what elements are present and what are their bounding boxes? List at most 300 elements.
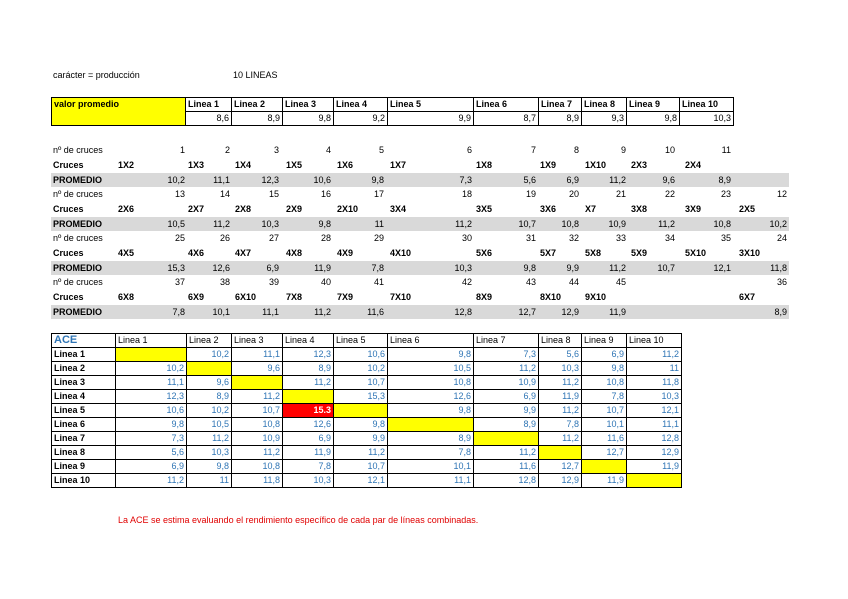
ace-cell: 10,6 [334, 348, 388, 362]
cross-combination: 1X10 [585, 160, 607, 170]
cross-row-label: nº de cruces [53, 277, 103, 287]
cross-combination: 2X3 [631, 160, 648, 170]
ace-row-label: Linea 10 [52, 474, 116, 488]
cross-number: 19 [525, 189, 536, 199]
ace-row-label: Linea 3 [52, 376, 116, 390]
ace-cell: 10,8 [232, 460, 283, 474]
cross-average: 11 [374, 219, 384, 229]
ace-col-header: Linea 8 [539, 334, 582, 348]
ace-cell: 11,1 [627, 418, 682, 432]
ace-cell: 9,8 [334, 418, 388, 432]
ace-cell: 6,9 [582, 348, 627, 362]
cross-combination: 7X8 [286, 292, 303, 302]
cross-combination: 8X10 [540, 292, 562, 302]
ace-cell: 6,9 [474, 390, 539, 404]
cross-number: 34 [664, 233, 675, 243]
cross-row-number [0, 187, 848, 201]
cross-combination: 3X9 [685, 204, 702, 214]
ace-cell: 11,2 [627, 348, 682, 362]
cross-number: 40 [320, 277, 331, 287]
ace-cell: 9,9 [474, 404, 539, 418]
ace-cell: 11,8 [627, 376, 682, 390]
cross-number: 26 [219, 233, 230, 243]
cross-row-average [51, 217, 789, 231]
ace-cell: 11,2 [187, 432, 232, 446]
cross-number: 30 [461, 233, 472, 243]
cross-combination: 1X3 [188, 160, 205, 170]
cross-number: 9 [620, 145, 626, 155]
ace-cell: 10,3 [187, 446, 232, 460]
ace-cell: 9,8 [582, 362, 627, 376]
ace-cell: 8,9 [187, 390, 232, 404]
ace-row-label: Linea 4 [52, 390, 116, 404]
cross-number: 6 [466, 145, 472, 155]
cross-number: 25 [174, 233, 185, 243]
cross-average: 9,6 [662, 175, 675, 185]
ace-col-header: Linea 2 [187, 334, 232, 348]
cross-number: 12 [776, 189, 787, 199]
cross-average: 7,8 [371, 263, 384, 273]
avg-value: 10,3 [680, 112, 734, 126]
ace-cell: 11,6 [474, 460, 539, 474]
cross-combination: 4X6 [188, 248, 205, 258]
cross-row-label: nº de cruces [53, 233, 103, 243]
ace-cell: 8,9 [283, 362, 334, 376]
cross-number: 31 [525, 233, 536, 243]
cross-average: 12,3 [261, 175, 279, 185]
cross-combination: 7X9 [337, 292, 354, 302]
cross-row-average [51, 261, 789, 275]
ace-cell: 12,1 [627, 404, 682, 418]
cross-combination: 1X6 [337, 160, 354, 170]
cross-row-label: Cruces [53, 204, 84, 214]
lines-count-label: 10 LINEAS [233, 70, 278, 80]
ace-cell: 12,7 [539, 460, 582, 474]
ace-cell: 11,2 [334, 446, 388, 460]
cross-average: 11,2 [609, 263, 626, 273]
ace-cell: 9,8 [388, 404, 474, 418]
ace-col-header: Linea 10 [627, 334, 682, 348]
cross-number: 17 [373, 189, 384, 199]
cross-row-label: PROMEDIO [53, 307, 103, 317]
cross-average: 11,1 [262, 307, 279, 317]
cross-average: 15,3 [167, 263, 185, 273]
cross-average: 10,1 [212, 307, 230, 317]
cross-number: 43 [525, 277, 536, 287]
ace-cell: 11,1 [388, 474, 474, 488]
ace-cell: 9,9 [334, 432, 388, 446]
cross-average: 8,9 [718, 175, 731, 185]
ace-cell: 11,2 [539, 376, 582, 390]
cross-average: 10,2 [769, 219, 787, 229]
ace-cell: 7,3 [116, 432, 187, 446]
ace-col-header: Linea 9 [582, 334, 627, 348]
avg-col-header: Linea 1 [186, 98, 232, 112]
cross-row-label: PROMEDIO [53, 263, 103, 273]
cross-row-combination [0, 158, 848, 172]
ace-cell: 11,2 [539, 432, 582, 446]
cross-average: 11,2 [658, 219, 675, 229]
cross-average: 10,9 [608, 219, 626, 229]
cross-combination: 5X8 [585, 248, 602, 258]
ace-cell: 5,6 [116, 446, 187, 460]
cross-number: 7 [530, 145, 536, 155]
cross-row-combination [0, 290, 848, 304]
cross-number: 38 [219, 277, 230, 287]
cross-average: 9,8 [371, 175, 384, 185]
ace-cell: 12,6 [283, 418, 334, 432]
cross-average: 10,3 [454, 263, 472, 273]
cross-average: 6,9 [266, 263, 279, 273]
avg-col-header: Linea 7 [539, 98, 582, 112]
ace-diagonal-cell [187, 362, 232, 376]
cross-average: 9,8 [523, 263, 536, 273]
ace-row [52, 404, 682, 418]
ace-cell: 10,8 [388, 376, 474, 390]
cross-average: 11,2 [609, 175, 626, 185]
cross-average: 11,1 [213, 175, 230, 185]
cross-row-number [0, 143, 848, 157]
cross-combination: 4X9 [337, 248, 354, 258]
ace-cell: 15,3 [334, 390, 388, 404]
cross-row-label: Cruces [53, 248, 84, 258]
ace-cell: 10,9 [232, 432, 283, 446]
average-values-table [51, 97, 734, 126]
ace-row [52, 460, 682, 474]
ace-row-label: Linea 9 [52, 460, 116, 474]
cross-number: 32 [568, 233, 579, 243]
cross-average: 10,3 [261, 219, 279, 229]
avg-value: 9,8 [627, 112, 680, 126]
ace-cell: 11,2 [539, 404, 582, 418]
ace-row [52, 418, 682, 432]
cross-combination: 1X8 [476, 160, 493, 170]
cross-combination: 5X9 [631, 248, 648, 258]
cross-combination: 2X9 [286, 204, 303, 214]
cross-number: 33 [615, 233, 626, 243]
ace-cell: 9,8 [116, 418, 187, 432]
ace-cell: 9,6 [232, 362, 283, 376]
ace-diagonal-cell [283, 390, 334, 404]
cross-number: 28 [320, 233, 331, 243]
cross-number: 11 [721, 145, 731, 155]
ace-cell: 10,8 [582, 376, 627, 390]
ace-cell: 11 [187, 474, 232, 488]
cross-number: 27 [268, 233, 279, 243]
ace-cell: 11,9 [283, 446, 334, 460]
ace-cell: 11,2 [116, 474, 187, 488]
cross-row-label: PROMEDIO [53, 219, 103, 229]
cross-average: 9,8 [318, 219, 331, 229]
avg-value: 8,7 [474, 112, 539, 126]
avg-col-header: Linea 9 [627, 98, 680, 112]
cross-average: 10,8 [561, 219, 579, 229]
ace-diagonal-cell [388, 418, 474, 432]
cross-number: 21 [615, 189, 626, 199]
ace-table [51, 333, 682, 488]
avg-value: 9,2 [334, 112, 388, 126]
cross-average: 12,1 [713, 263, 731, 273]
ace-cell: 11 [627, 362, 682, 376]
ace-cell: 11,9 [539, 390, 582, 404]
ace-cell: 11,2 [232, 390, 283, 404]
ace-cell: 9,6 [187, 376, 232, 390]
ace-diagonal-cell [539, 446, 582, 460]
ace-row [52, 432, 682, 446]
cross-number: 35 [720, 233, 731, 243]
ace-cell: 10,2 [187, 404, 232, 418]
cross-combination: 2X5 [739, 204, 756, 214]
ace-cell: 12,9 [539, 474, 582, 488]
ace-cell: 7,8 [582, 390, 627, 404]
cross-combination: 3X5 [476, 204, 493, 214]
ace-cell: 6,9 [116, 460, 187, 474]
ace-note: La ACE se estima evaluando el rendimiento específico de cada par de líneas combinadas. [118, 515, 479, 525]
ace-cell: 9,8 [187, 460, 232, 474]
ace-cell: 10,3 [283, 474, 334, 488]
ace-cell: 9,8 [388, 348, 474, 362]
cross-number: 37 [174, 277, 185, 287]
ace-cell: 12,7 [582, 446, 627, 460]
ace-row [52, 474, 682, 488]
ace-cell: 11,2 [474, 446, 539, 460]
cross-average: 10,7 [657, 263, 675, 273]
cross-average: 10,8 [713, 219, 731, 229]
avg-value: 8,9 [232, 112, 283, 126]
cross-average: 10,6 [313, 175, 331, 185]
ace-diagonal-cell [232, 376, 283, 390]
cross-combination: 3X4 [390, 204, 407, 214]
ace-row-label: Linea 8 [52, 446, 116, 460]
cross-number: 5 [378, 145, 384, 155]
ace-cell: 10,3 [627, 390, 682, 404]
ace-cell: 11,1 [232, 348, 283, 362]
cross-row-label: nº de cruces [53, 145, 103, 155]
ace-col-header: Linea 1 [116, 334, 187, 348]
cross-number: 4 [325, 145, 331, 155]
ace-title: ACE [52, 334, 116, 348]
ace-cell: 12,1 [334, 474, 388, 488]
ace-row-label: Linea 6 [52, 418, 116, 432]
cross-average: 12,6 [212, 263, 230, 273]
average-label: valor promedio [52, 98, 186, 126]
ace-cell: 11,9 [582, 474, 627, 488]
cross-combination: 5X6 [476, 248, 493, 258]
cross-combination: 4X7 [235, 248, 252, 258]
ace-cell: 12,9 [627, 446, 682, 460]
cross-number: 29 [373, 233, 384, 243]
ace-cell: 10,7 [582, 404, 627, 418]
avg-value: 9,9 [388, 112, 474, 126]
cross-combination: 7X10 [390, 292, 412, 302]
avg-col-header: Linea 2 [232, 98, 283, 112]
character-label: carácter = producción [53, 70, 140, 80]
ace-row [52, 362, 682, 376]
cross-number: 8 [573, 145, 579, 155]
cross-average: 11,9 [314, 263, 331, 273]
ace-cell: 12,6 [388, 390, 474, 404]
avg-value: 8,9 [539, 112, 582, 126]
cross-number: 45 [615, 277, 626, 287]
cross-combination: 6X10 [235, 292, 257, 302]
cross-number: 14 [219, 189, 230, 199]
ace-cell: 10,7 [334, 376, 388, 390]
cross-combination: 2X8 [235, 204, 252, 214]
ace-col-header: Linea 5 [334, 334, 388, 348]
cross-combination: 6X7 [739, 292, 756, 302]
cross-row-number [0, 231, 848, 245]
cross-average: 7,8 [172, 307, 185, 317]
avg-col-header: Linea 4 [334, 98, 388, 112]
cross-row-label: nº de cruces [53, 189, 103, 199]
cross-combination: 6X8 [118, 292, 135, 302]
ace-cell: 12,3 [283, 348, 334, 362]
ace-cell: 7,8 [539, 418, 582, 432]
cross-average: 12,7 [518, 307, 536, 317]
cross-row-number [0, 275, 848, 289]
ace-cell: 7,3 [474, 348, 539, 362]
avg-col-header: Linea 6 [474, 98, 539, 112]
avg-col-header: Linea 8 [582, 98, 627, 112]
ace-cell: 10,9 [474, 376, 539, 390]
ace-cell: 10,7 [232, 404, 283, 418]
ace-cell: 10,2 [334, 362, 388, 376]
ace-cell: 10,6 [116, 404, 187, 418]
cross-average: 11,2 [213, 219, 230, 229]
ace-col-header: Linea 4 [283, 334, 334, 348]
ace-cell: 11,2 [474, 362, 539, 376]
ace-cell: 11,6 [582, 432, 627, 446]
ace-row-label: Linea 2 [52, 362, 116, 376]
ace-diagonal-cell [627, 474, 682, 488]
cross-combination: 3X10 [739, 248, 761, 258]
ace-cell: 12,3 [116, 390, 187, 404]
cross-row-label: Cruces [53, 160, 84, 170]
cross-average: 6,9 [566, 175, 579, 185]
ace-cell: 10,2 [187, 348, 232, 362]
cross-number: 18 [461, 189, 472, 199]
avg-value: 8,6 [186, 112, 232, 126]
ace-diagonal-cell [474, 432, 539, 446]
ace-cell: 10,5 [388, 362, 474, 376]
ace-cell: 10,1 [582, 418, 627, 432]
cross-combination: 2X10 [337, 204, 359, 214]
ace-cell: 15.3 [283, 404, 334, 418]
cross-combination: 1X9 [540, 160, 557, 170]
ace-row-label: Linea 5 [52, 404, 116, 418]
cross-average: 11,8 [770, 263, 787, 273]
cross-combination: 9X10 [585, 292, 607, 302]
ace-row-label: Linea 1 [52, 348, 116, 362]
cross-average: 8,9 [774, 307, 787, 317]
cross-number: 41 [373, 277, 384, 287]
cross-number: 15 [268, 189, 279, 199]
cross-combination: 1X4 [235, 160, 252, 170]
cross-number: 10 [664, 145, 675, 155]
cross-average: 10,7 [518, 219, 536, 229]
cross-number: 24 [776, 233, 787, 243]
cross-combination: 3X6 [540, 204, 557, 214]
cross-average: 11,2 [314, 307, 331, 317]
cross-average: 11,6 [367, 307, 384, 317]
cross-row-combination [0, 202, 848, 216]
cross-combination: 1X7 [390, 160, 407, 170]
ace-cell: 7,8 [283, 460, 334, 474]
avg-col-header: Linea 10 [680, 98, 734, 112]
cross-combination: 1X2 [118, 160, 135, 170]
cross-combination: 3X8 [631, 204, 648, 214]
ace-col-header: Linea 3 [232, 334, 283, 348]
ace-cell: 8,9 [388, 432, 474, 446]
ace-cell: 11,8 [232, 474, 283, 488]
ace-cell: 10,3 [539, 362, 582, 376]
cross-combination: 5X7 [540, 248, 557, 258]
ace-row [52, 376, 682, 390]
avg-value: 9,3 [582, 112, 627, 126]
cross-combination: 2X6 [118, 204, 135, 214]
ace-row [52, 348, 682, 362]
cross-average: 12,9 [561, 307, 579, 317]
cross-row-label: Cruces [53, 292, 84, 302]
ace-cell: 7,8 [388, 446, 474, 460]
cross-combination: 2X7 [188, 204, 205, 214]
cross-number: 42 [461, 277, 472, 287]
ace-cell: 11,2 [232, 446, 283, 460]
ace-cell: 5,6 [539, 348, 582, 362]
cross-row-average [51, 305, 789, 319]
ace-cell: 10,1 [388, 460, 474, 474]
cross-number: 22 [664, 189, 675, 199]
ace-cell: 10,8 [232, 418, 283, 432]
ace-cell: 11,1 [116, 376, 187, 390]
cross-combination: 1X5 [286, 160, 303, 170]
ace-cell: 6,9 [283, 432, 334, 446]
ace-col-header: Linea 6 [388, 334, 474, 348]
ace-diagonal-cell [116, 348, 187, 362]
ace-cell: 11,9 [627, 460, 682, 474]
cross-average: 10,2 [167, 175, 185, 185]
cross-combination: 2X4 [685, 160, 702, 170]
cross-number: 44 [568, 277, 579, 287]
ace-cell: 12,8 [627, 432, 682, 446]
ace-row [52, 390, 682, 404]
ace-row-label: Linea 7 [52, 432, 116, 446]
avg-col-header: Linea 3 [283, 98, 334, 112]
cross-number: 39 [268, 277, 279, 287]
cross-average: 7,3 [459, 175, 472, 185]
cross-combination: 8X9 [476, 292, 493, 302]
ace-cell: 12,8 [474, 474, 539, 488]
ace-cell: 11,2 [283, 376, 334, 390]
cross-combination: X7 [585, 204, 597, 214]
avg-value: 9,8 [283, 112, 334, 126]
cross-average: 12,8 [454, 307, 472, 317]
cross-combination: 4X5 [118, 248, 135, 258]
avg-col-header: Linea 5 [388, 98, 474, 112]
cross-number: 3 [273, 145, 279, 155]
cross-average: 10,5 [167, 219, 185, 229]
cross-average: 9,9 [566, 263, 579, 273]
cross-average: 11,9 [609, 307, 626, 317]
cross-number: 20 [568, 189, 579, 199]
ace-cell: 10,5 [187, 418, 232, 432]
cross-number: 16 [320, 189, 331, 199]
cross-number: 36 [776, 277, 787, 287]
cross-combination: 6X9 [188, 292, 205, 302]
ace-col-header: Linea 7 [474, 334, 539, 348]
cross-average: 11,2 [455, 219, 472, 229]
cross-combination: 5X10 [685, 248, 707, 258]
